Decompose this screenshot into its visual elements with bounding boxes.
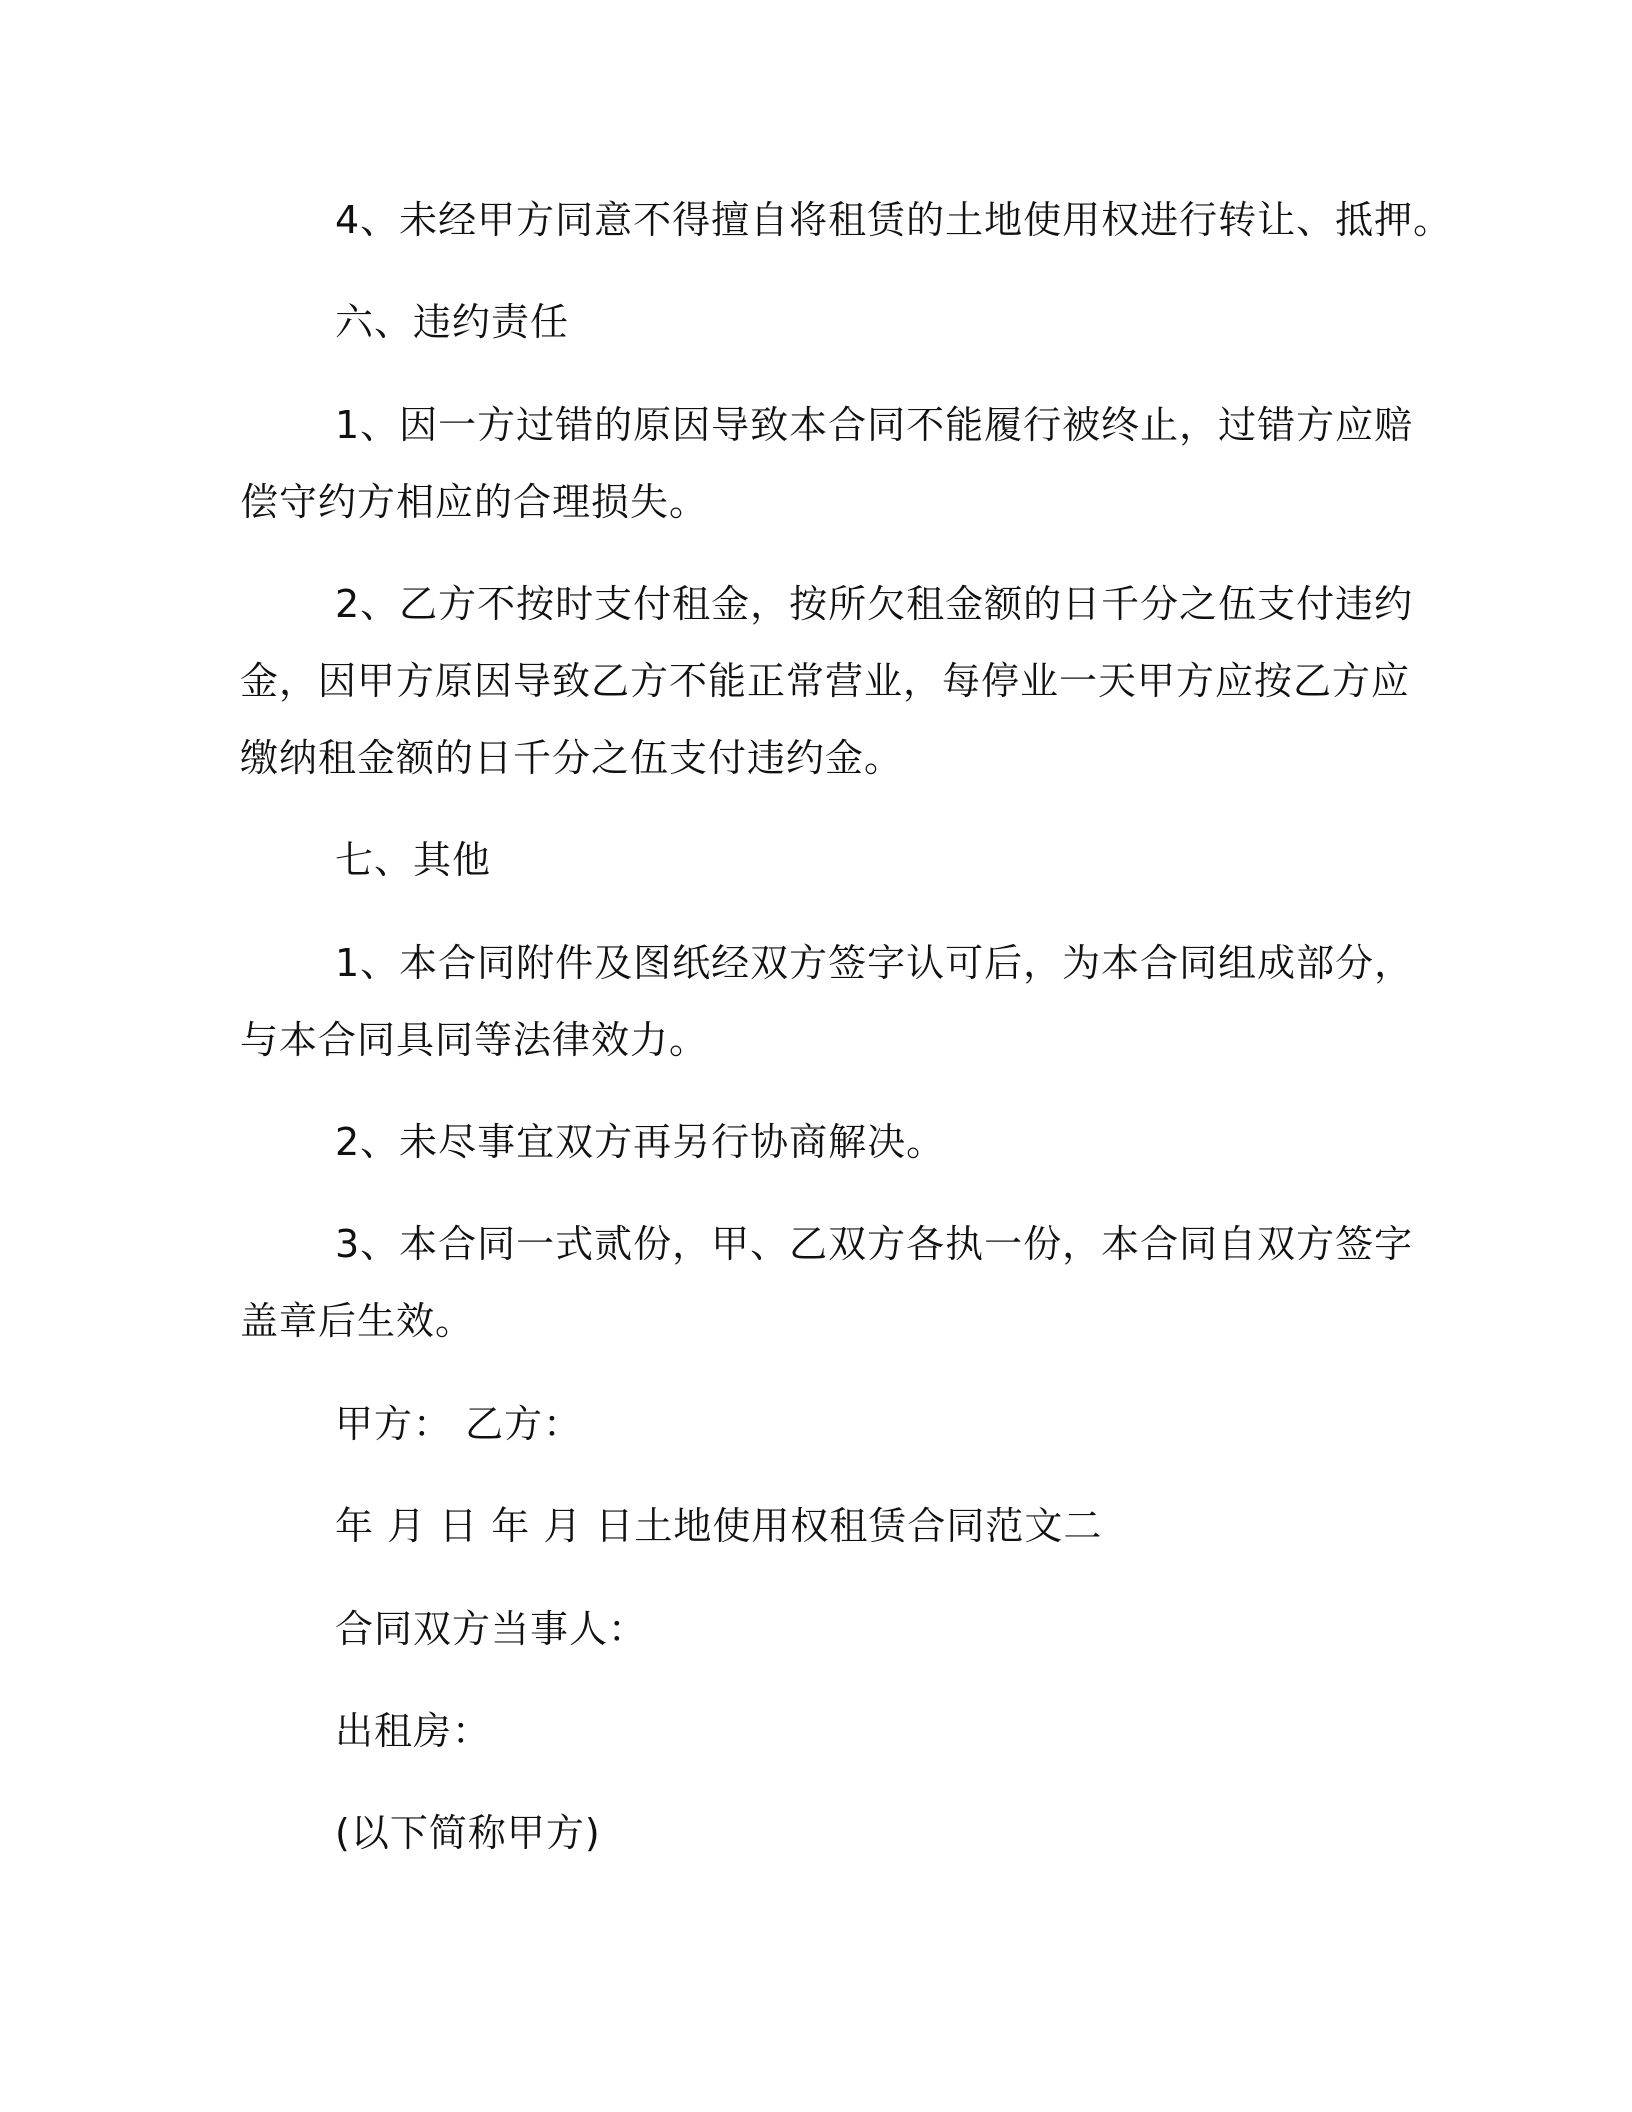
clause-5-4: 4、未经甲方同意不得擅自将租赁的土地使用权进行转让、抵押。 <box>335 198 1453 242</box>
clause-6-1-line-1: 1、因一方过错的原因导致本合同不能履行被终止，过错方应赔 <box>335 403 1414 447</box>
lessor-abbreviation: (以下简称甲方) <box>335 1811 601 1855</box>
signature-dates-and-next-title: 年 月 日 年 月 日土地使用权租赁合同范文二 <box>335 1504 1103 1548</box>
clause-7-3-line-1: 3、本合同一式贰份，甲、乙双方各执一份，本合同自双方签字 <box>335 1222 1414 1266</box>
clause-7-1-line-1: 1、本合同附件及图纸经双方签字认可后，为本合同组成部分， <box>335 941 1414 985</box>
clause-7-2: 2、未尽事宜双方再另行协商解决。 <box>335 1120 946 1164</box>
signature-parties: 甲方： 乙方： <box>335 1402 583 1446</box>
clause-6-2-line-3: 缴纳租金额的日千分之伍支付违约金。 <box>240 736 904 780</box>
clause-6-2-line-2: 金，因甲方原因导致乙方不能正常营业，每停业一天甲方应按乙方应 <box>240 659 1411 703</box>
section-heading-6: 六、违约责任 <box>335 300 570 344</box>
clause-7-3-line-2: 盖章后生效。 <box>240 1299 475 1343</box>
section-heading-7: 七、其他 <box>335 838 492 882</box>
clause-7-1-line-2: 与本合同具同等法律效力。 <box>240 1018 709 1062</box>
clause-6-2-line-1: 2、乙方不按时支付租金，按所欠租金额的日千分之伍支付违约 <box>335 582 1414 626</box>
contract-parties-label: 合同双方当事人： <box>335 1607 648 1651</box>
lessor-label: 出租房： <box>335 1709 492 1753</box>
clause-6-1-line-2: 偿守约方相应的合理损失。 <box>240 480 709 524</box>
